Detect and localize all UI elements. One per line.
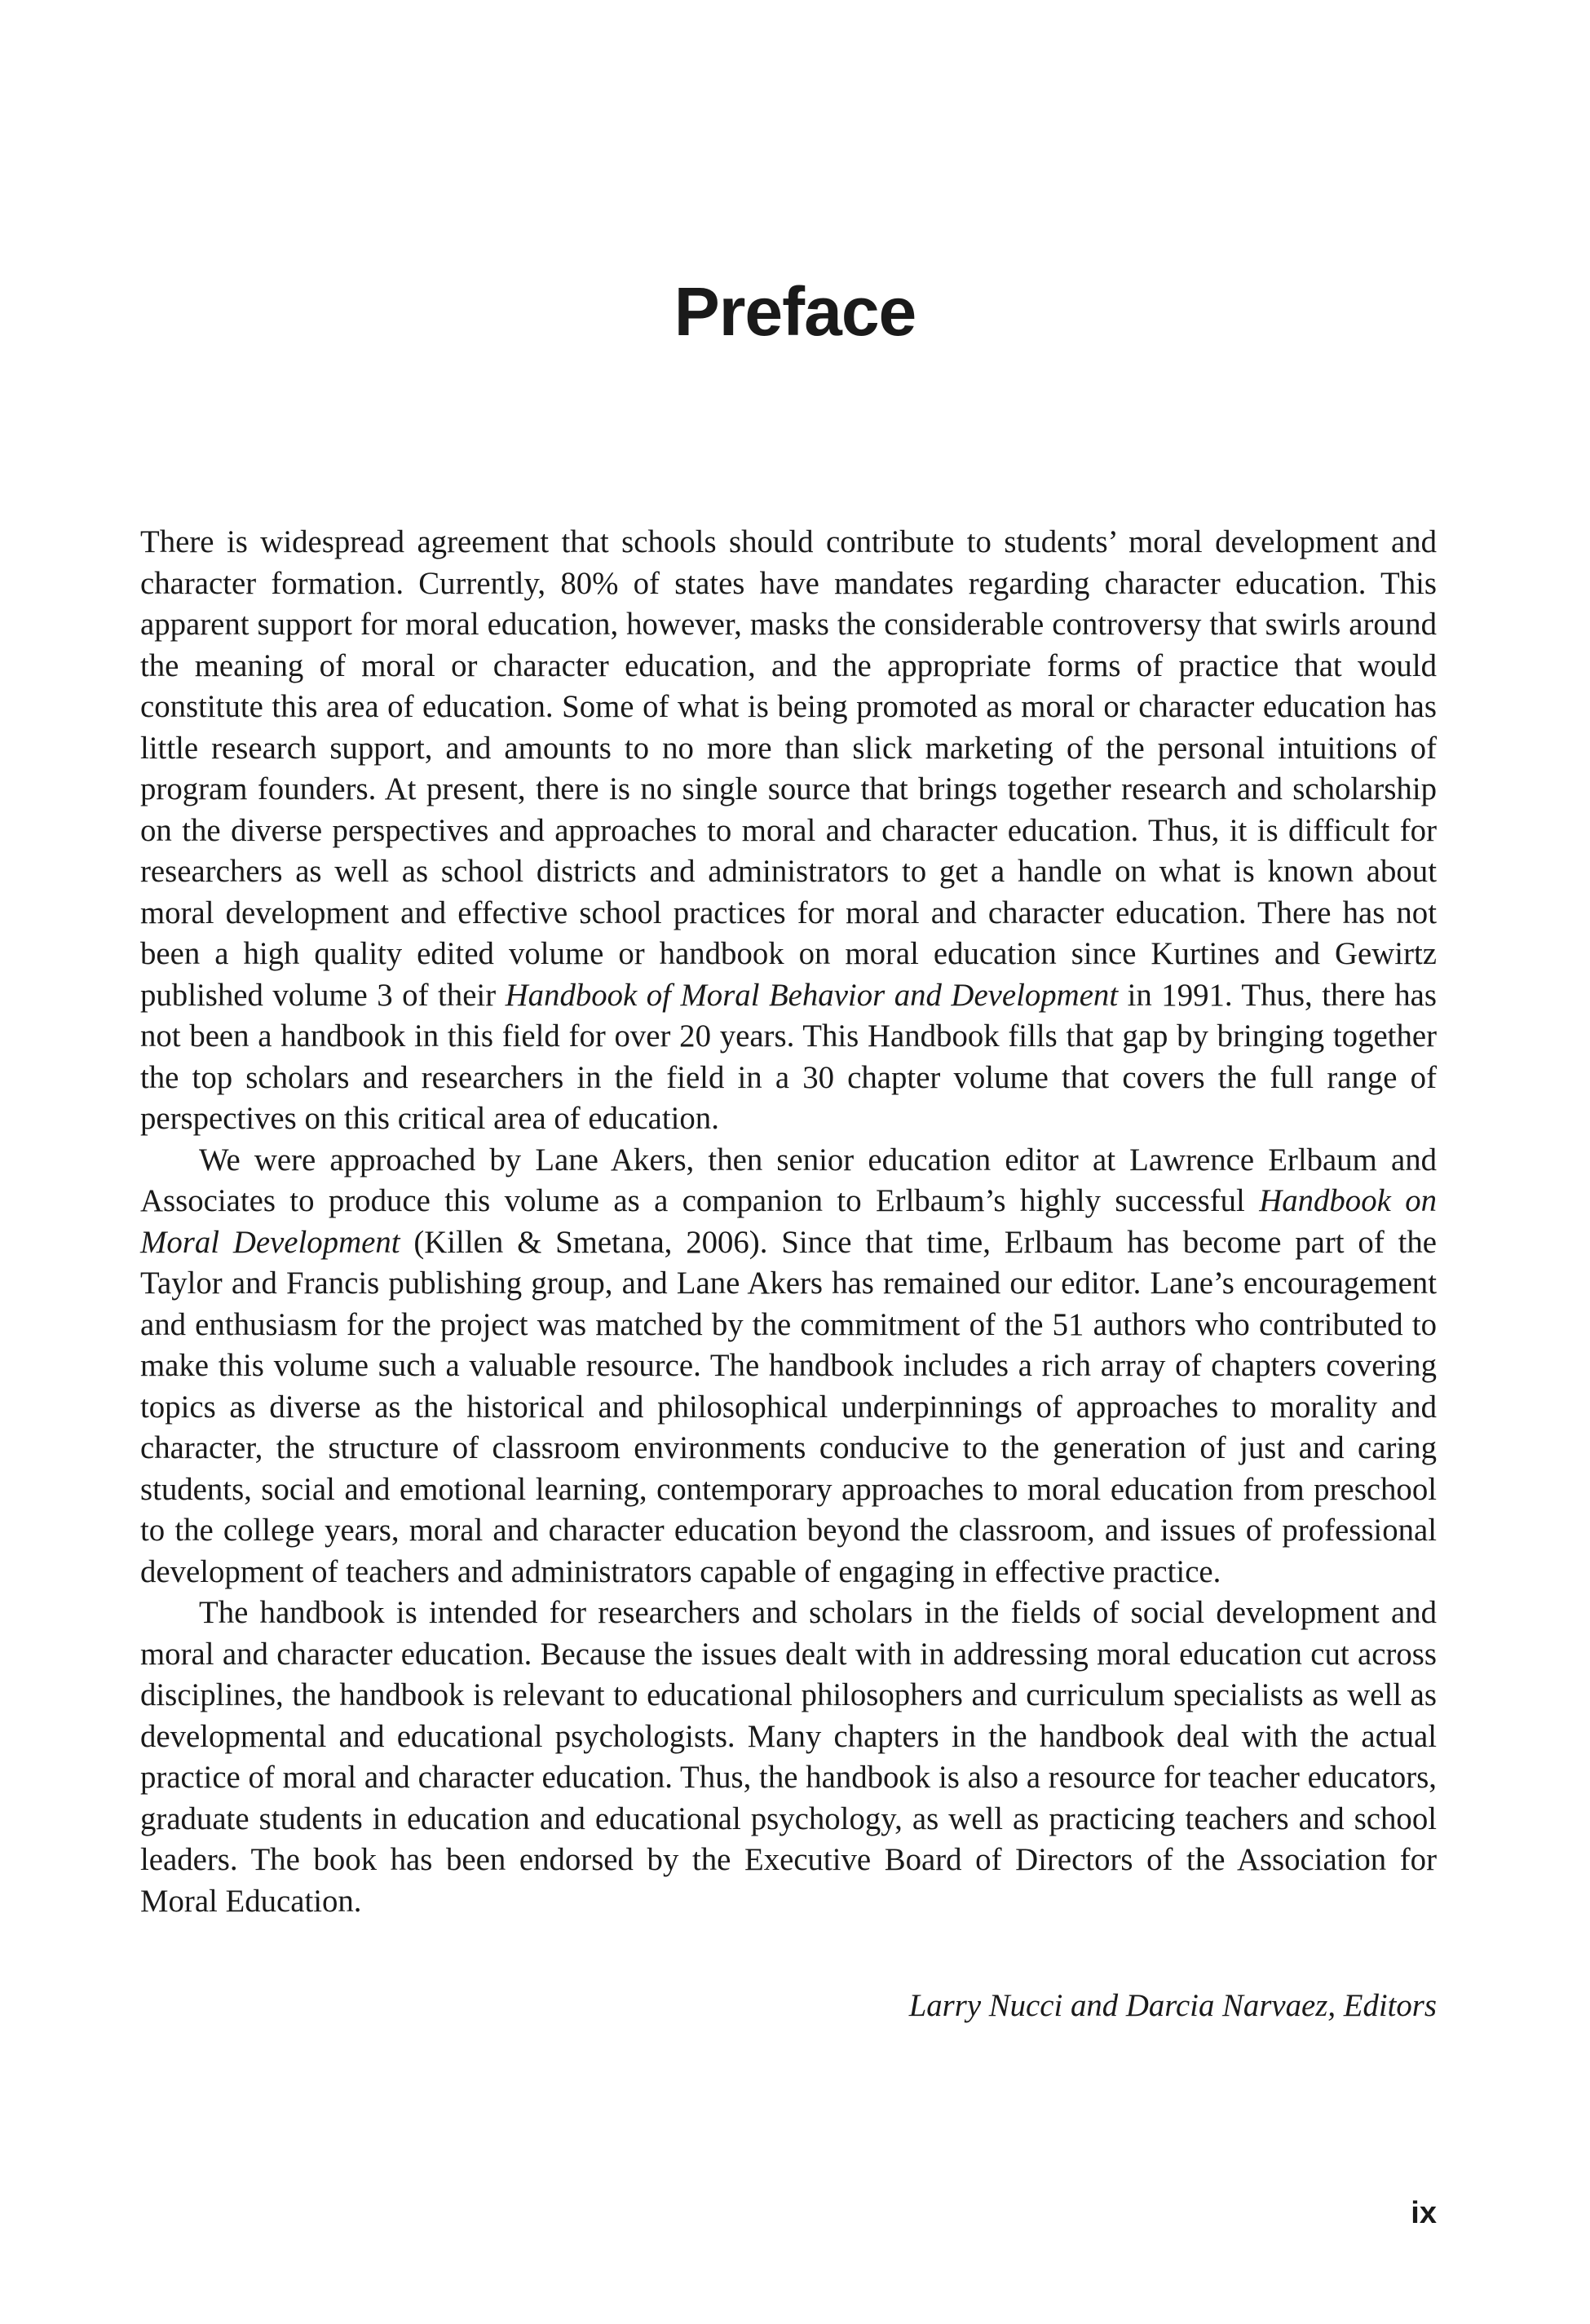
paragraph-1-text-b: in 1991. Thus, there has not been a handbook in this field for over 20 years. This Handbook fills that gap by bringing together the top scholars and researchers in the field in a 30 chapter volume that covers the full range of perspectives on this critical area of education. [140, 977, 1437, 1136]
page-number: ix [1411, 2196, 1437, 2230]
paragraph-2-text-b: (Killen & Smetana, 2006). Since that time, Erlbaum has become part of the Taylor and Francis publishing group, and Lane Akers has remained our editor. Lane’s encouragement and enthusiasm for the project was matched by the commitment of the 51 authors who contributed to make this volume such a valuable resource. The handbook includes a rich array of chapters covering topics as diverse as the historical and philosophical underpinnings of approaches to morality and character, the structure of classroom environments conducive to the generation of just and caring students, social and emotional learning, contemporary approaches to moral education from preschool to the college years, moral and character education beyond the classroom, and issues of professional development of teachers and administrators capable of engaging in effective practice. [140, 1224, 1437, 1589]
paragraph-3 [140, 1593, 1437, 1922]
paragraph-2-book-title: Handbook on Moral Development [140, 1183, 1437, 1260]
editors-signature: Larry Nucci and Darcia Narvaez, Editors [908, 1988, 1437, 2023]
paragraph-3-text: The handbook is intended for researchers and scholars in the fields of social development and moral and character education. Because the issues dealt with in addressing moral education cut across disciplines, the handbook is relevant to educational philosophers and curriculum specialists as well as developmental and educational psychologists. Many chapters in the handbook deal with the actual practice of moral and character education. Thus, the handbook is also a resource for teacher educators, graduate students in education and educational psychology, as well as practicing teachers and school leaders. The book has been endorsed by the Executive Board of Directors of the Association for Moral Education. [140, 1595, 1437, 1919]
page-title: Preface [674, 273, 916, 350]
paragraph-2 [140, 1140, 1437, 1593]
preface-body [140, 522, 1437, 1922]
paragraph-2-text-a: We were approached by Lane Akers, then senior education editor at Lawrence Erlbaum and Associates to produce this volume as a companion to Erlbaum’s highly successful [140, 1142, 1437, 1218]
paragraph-1-text-a: There is widespread agreement that schools should contribute to students’ moral development and character formation. Currently, 80% of states have mandates regarding character education. This apparent support for moral education, however, masks the considerable controversy that swirls around the meaning of moral or character education, and the appropriate forms of practice that would constitute this area of education. Some of what is being promoted as moral or character education has little research support, and amounts to no more than slick marketing of the personal intuitions of program founders. At present, there is no single source that brings together research and scholarship on the diverse perspectives and approaches to moral and character education. Thus, it is difficult for researchers as well as school districts and administrators to get a handle on what is known about moral development and effective school practices for moral and character education. There has not been a high quality edited volume or handbook on moral education since Kurtines and Gewirtz published volume 3 of their [140, 524, 1437, 1013]
paragraph-1 [140, 522, 1437, 1140]
paragraph-1-book-title: Handbook of Moral Behavior and Development [505, 977, 1119, 1013]
